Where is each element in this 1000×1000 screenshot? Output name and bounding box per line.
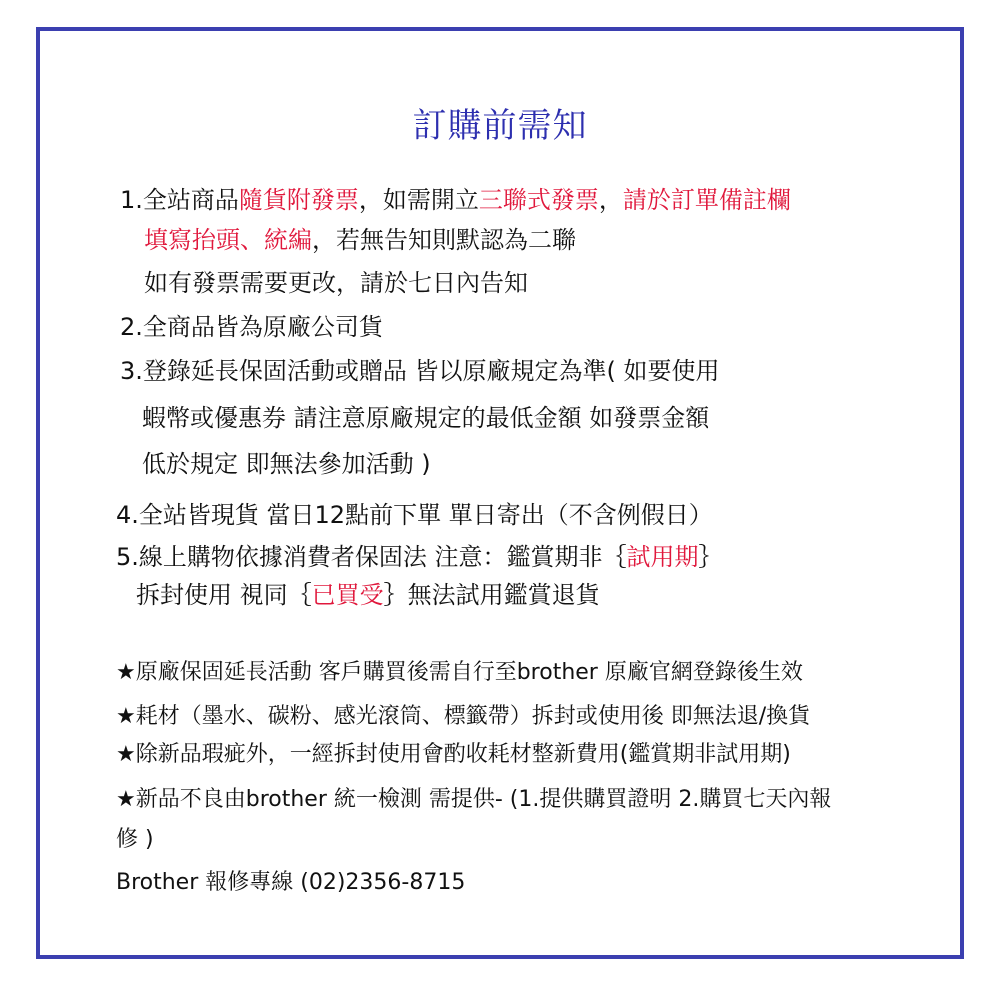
item-1-highlight-note: 請於訂單備註欄: [622, 186, 791, 214]
note-consumables: ★耗材（墨水、碳粉、感光滾筒、標籤帶）拆封或使用後 即無法退/換貨: [116, 704, 811, 729]
item-1-text-3: ，若無告知則默認為二聯: [312, 226, 576, 254]
item-5-text: 5.線上購物依據消費者保固法 注意：鑑賞期非｛: [116, 543, 627, 571]
item-1-line-1: [120, 185, 791, 215]
page-title: 訂購前需知: [412, 106, 588, 146]
item-1-text: 1.全站商品: [120, 186, 239, 214]
note-warranty: ★原廠保固延長活動 客戶購買後需自行至brother 原廠官網登錄後生效: [116, 660, 803, 685]
item-4-line: 4.全站皆現貨 當日12點前下單 單日寄出（不含例假日）: [116, 501, 713, 529]
item-1-line-3: 如有發票需要更改，請於七日內告知: [144, 269, 528, 297]
item-3-line-3: 低於規定 即無法參加活動 ): [142, 450, 431, 478]
item-5-text-3: ｝無法試用鑑賞退貨: [383, 581, 600, 609]
item-2-line: 2.全商品皆為原廠公司貨: [120, 313, 383, 341]
notice-frame: [36, 27, 964, 959]
item-3-line-2: 蝦幣或優惠券 請注意原廠規定的最低金額 如發票金額: [142, 404, 710, 432]
item-1-text-2: ，如需開立: [358, 186, 479, 214]
note-defect-line-1: ★新品不良由brother 統一檢測 需提供- (1.提供購買證明 2.購買七天內報: [116, 787, 832, 812]
note-defect-line-2: 修 ): [116, 827, 154, 852]
note-refurb-fee: ★除新品瑕疵外，一經拆封使用會酌收耗材整新費用(鑑賞期非試用期): [116, 742, 791, 767]
item-5-line-2: [136, 580, 600, 610]
item-1-highlight-triplicate: 三聯式發票: [478, 186, 599, 214]
item-1-highlight-header: 填寫抬頭、統編: [144, 226, 312, 254]
item-5-line-1: [116, 542, 723, 572]
item-1-comma: ，: [598, 186, 623, 214]
item-5-text-2: 拆封使用 視同｛: [136, 581, 312, 609]
item-5-highlight-bought: 已買受: [311, 581, 384, 609]
item-5-bracket: ｝: [698, 543, 723, 571]
item-3-line-1: 3.登錄延長保固活動或贈品 皆以原廠規定為準( 如要使用: [120, 357, 720, 385]
repair-hotline: Brother 報修專線 (02)2356-8715: [116, 870, 466, 895]
item-5-highlight-trial: 試用期: [626, 543, 699, 571]
item-1-line-2: [144, 225, 576, 255]
item-1-highlight-receipt: 隨貨附發票: [238, 186, 359, 214]
